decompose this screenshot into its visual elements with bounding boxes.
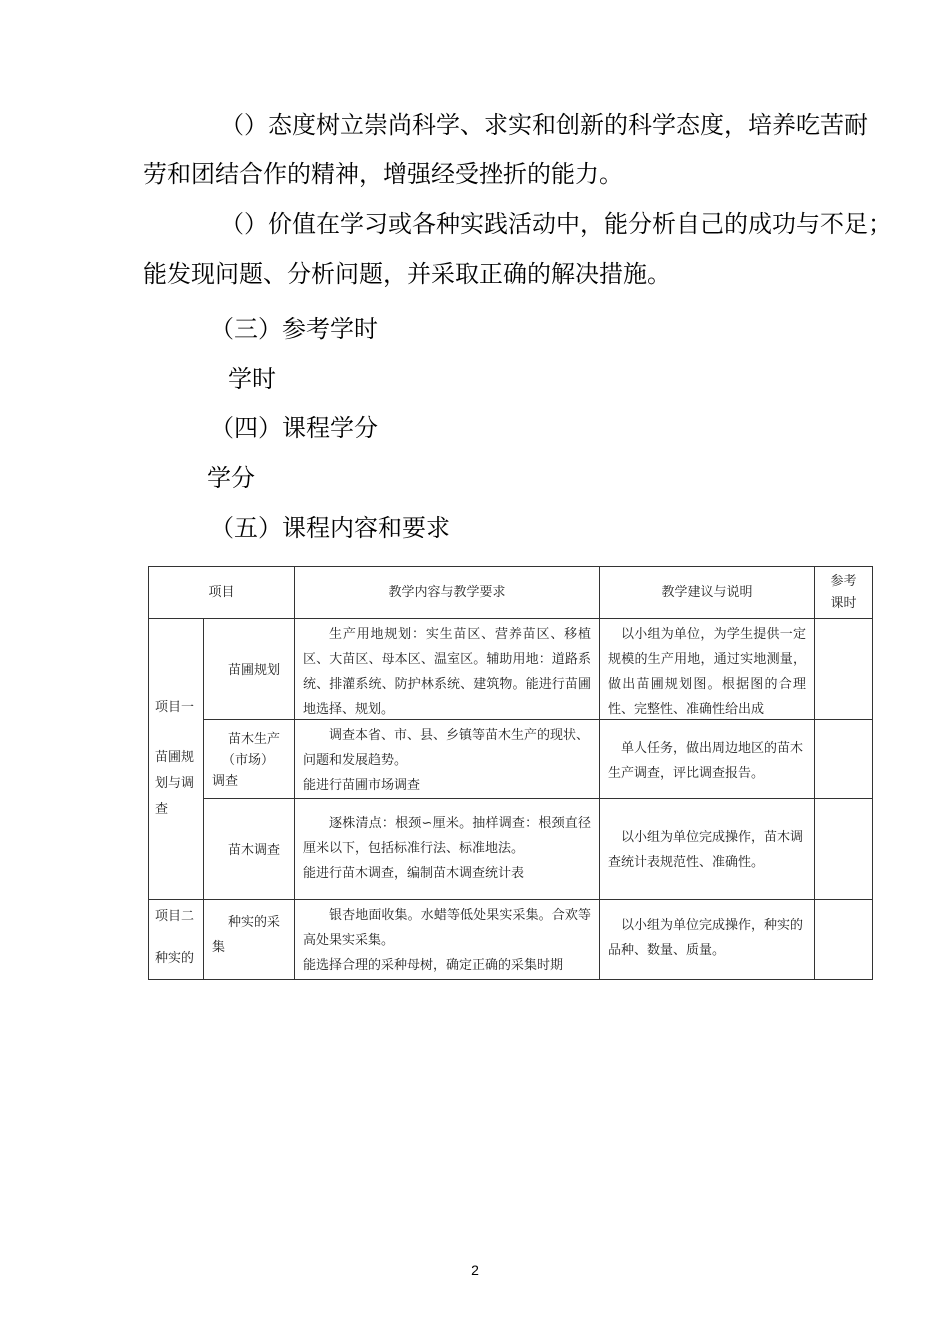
hours-market-survey: [815, 720, 873, 799]
content-seedling-line2: 能进行苗木调查，编制苗木调查统计表: [303, 866, 525, 881]
hours-seedling-survey: [815, 799, 873, 900]
header-advice: 教学建议与说明: [600, 567, 815, 619]
content-seed-collection: [295, 900, 600, 980]
header-hours-line2: 课时: [830, 595, 857, 611]
attitude-paragraph-line1: （）态度树立崇尚科学、求实和创新的科学态度，培养吃苦耐: [220, 111, 868, 139]
table-row: [149, 720, 873, 799]
table-row: [149, 619, 873, 720]
advice-market-text: 单人任务，做出周边地区的苗木生产调查，评比调查报告。: [608, 740, 804, 781]
table-row: [149, 799, 873, 900]
project2-cell: [149, 900, 204, 980]
value-paragraph-line2: 能发现问题、分析问题，并采取正确的解决措施。: [143, 260, 671, 288]
sub-nursery-planning: [204, 619, 295, 720]
project1-line2: 苗圃规: [155, 750, 195, 765]
content-seed-line1: 银杏地面收集。水蜡等低处果实采集。合欢等高处果实采集。: [303, 908, 592, 948]
sub-market-line3: 调查: [212, 774, 239, 789]
heading-course-credits: （四）课程学分: [210, 414, 378, 442]
header-content: 教学内容与教学要求: [295, 567, 600, 619]
table-header-row: [149, 567, 873, 619]
advice-market-survey: [600, 720, 815, 799]
sub-seed-line1: 种实的采: [228, 915, 281, 930]
project1-line4: 查: [155, 802, 169, 817]
content-seedling-line1: 逐株清点：根颈∽厘米。抽样调查：根颈直径厘米以下，包括标准行法、标准地法。: [303, 816, 592, 856]
advice-seedling-text: 以小组为单位完成操作，苗木调查统计表规范性、准确性。: [608, 830, 804, 870]
heading-reference-hours: （三）参考学时: [210, 315, 378, 343]
advice-seed-text: 以小组为单位完成操作，种实的品种、数量、质量。: [608, 918, 804, 958]
header-project: 项目: [149, 567, 295, 619]
content-seedling-survey: [295, 799, 600, 900]
content-market-line2: 能进行苗圃市场调查: [303, 778, 421, 793]
advice-nursery-planning-text: 以小组为单位，为学生提供一定规模的生产用地，通过实地测量，做出苗圃规划图。根据图的合理性、完整性、准确性给出成: [608, 627, 807, 717]
project2-line2: 种实的: [155, 951, 195, 966]
content-nursery-planning: [295, 619, 600, 720]
credits-value: 学分: [207, 464, 255, 492]
project1-line3: 划与调: [155, 776, 195, 791]
content-seed-line2: 能选择合理的采种母树，确定正确的采集时期: [303, 958, 564, 973]
project1-line1: 项目一: [155, 700, 195, 715]
hours-value: 学时: [228, 365, 276, 393]
attitude-paragraph-line2: 劳和团结合作的精神，增强经受挫折的能力。: [143, 160, 623, 188]
course-content-table: [148, 566, 873, 980]
hours-nursery-planning: [815, 619, 873, 720]
sub-seedling-survey: [204, 799, 295, 900]
advice-seedling-survey: [600, 799, 815, 900]
advice-nursery-planning: [600, 619, 815, 720]
heading-course-content: （五）课程内容和要求: [210, 514, 450, 542]
sub-seedling-text: 苗木调查: [228, 843, 281, 858]
sub-market-survey: [204, 720, 295, 799]
advice-seed-collection: [600, 900, 815, 980]
page-number: 2: [471, 1262, 479, 1278]
content-market-line1: 调查本省、市、县、乡镇等苗木生产的现状、问题和发展趋势。: [303, 728, 590, 768]
hours-seed-collection: [815, 900, 873, 980]
content-nursery-planning-text: 生产用地规划：实生苗区、营养苗区、移植区、大苗区、母本区、温室区。辅助用地：道路系统、排灌系统、防护林系统、建筑物。能进行苗圃地选择、规划。: [303, 627, 592, 717]
header-hours-line1: 参考: [830, 573, 857, 589]
project2-line1: 项目二: [155, 909, 195, 924]
value-paragraph-line1: （）价值在学习或各种实践活动中，能分析自己的成功与不足；: [220, 210, 892, 238]
sub-market-line1: 苗木生产: [228, 732, 281, 747]
sub-seed-line2: 集: [212, 940, 226, 955]
project1-cell: [149, 619, 204, 900]
sub-market-line2: （市场）: [222, 753, 275, 768]
content-market-survey: [295, 720, 600, 799]
table-row: [149, 900, 873, 980]
sub-seed-collection: [204, 900, 295, 980]
sub-nursery-planning-text: 苗圃规划: [228, 663, 281, 678]
header-hours: [815, 567, 873, 619]
